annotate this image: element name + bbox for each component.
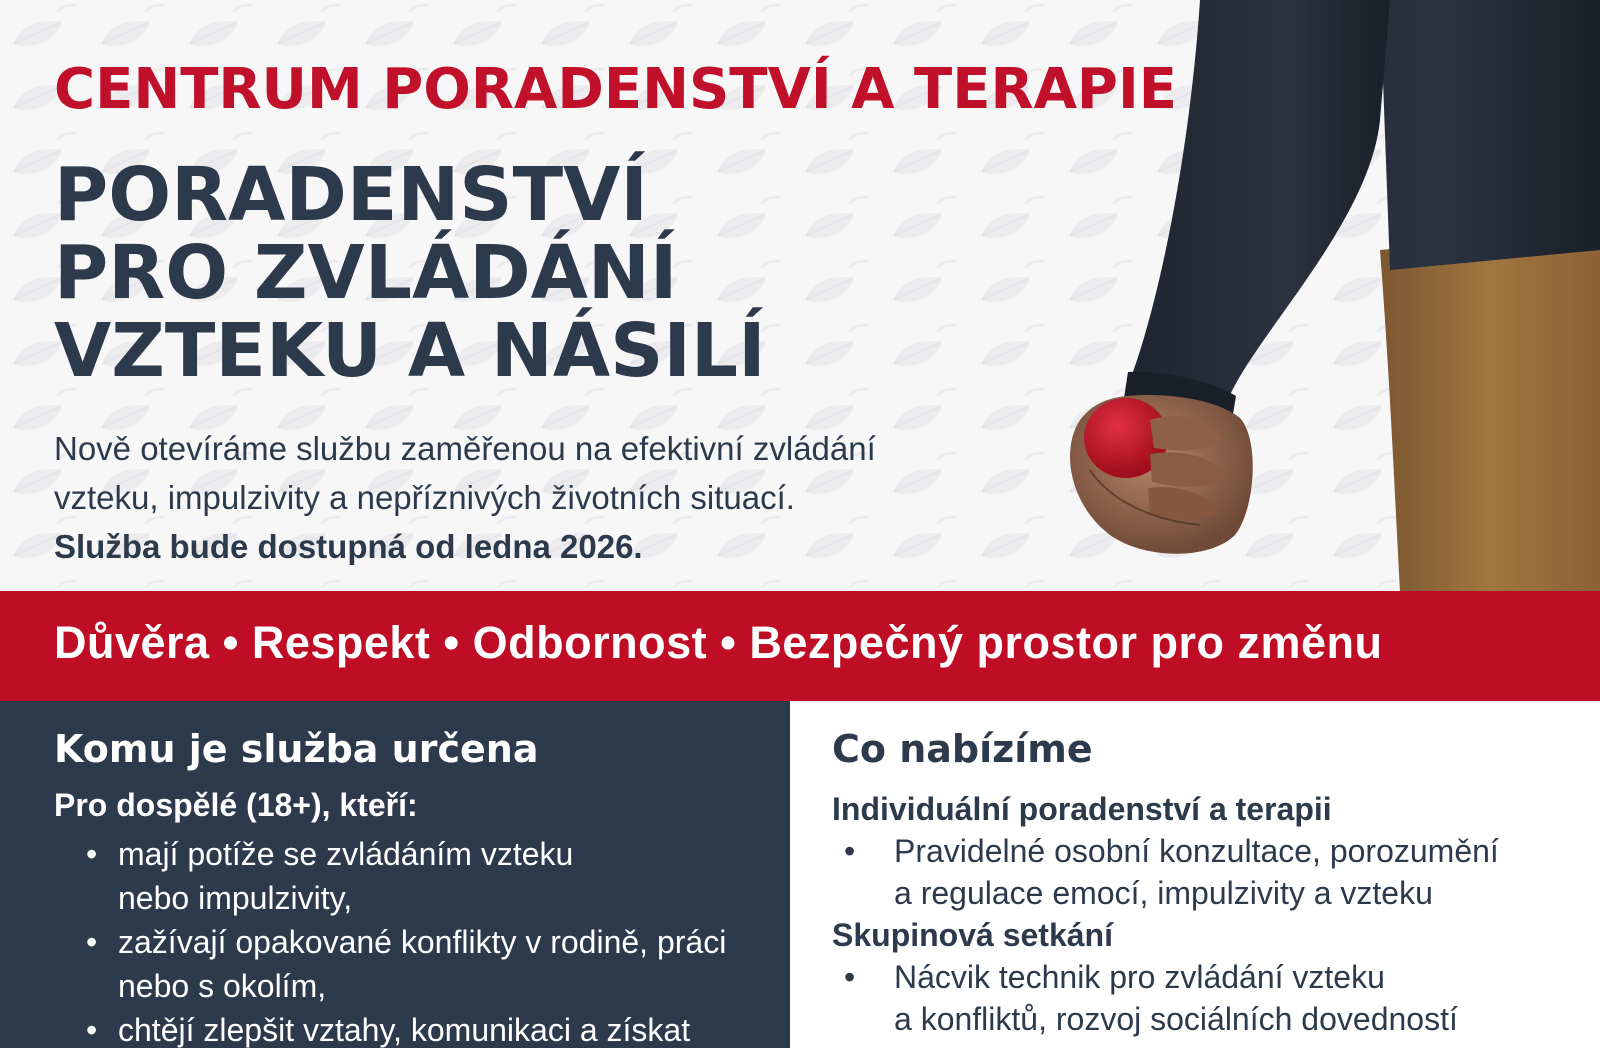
list-item-line: mají potíže se zvládáním vzteku <box>118 836 574 872</box>
intro-text <box>54 424 876 571</box>
intro-line: Nově otevíráme službu zaměřenou na efektivní zvládání <box>54 430 876 467</box>
audience-list <box>86 832 726 1048</box>
bullet-icon: • <box>86 1012 98 1048</box>
audience-heading: Komu je služba určena <box>54 727 539 771</box>
bullet-icon: • <box>86 836 98 872</box>
list-item <box>832 830 1499 914</box>
title-line: PORADENSTVÍ <box>54 152 648 238</box>
values-text: Důvěra • Respekt • Odbornost • Bezpečný prostor pro změnu <box>54 617 1383 668</box>
list-item <box>86 1008 726 1048</box>
list-item <box>832 956 1499 1040</box>
title-line: VZTEKU A NÁSILÍ <box>54 308 766 394</box>
offer-section-title: Skupinová setkání <box>832 917 1113 953</box>
bullet-icon: • <box>86 924 98 960</box>
availability-note: Služba bude dostupná od ledna 2026. <box>54 528 643 565</box>
list-item-line: zažívají opakované konflikty v rodině, práci <box>118 924 727 960</box>
list-item-line: Pravidelné osobní konzultace, porozumění <box>894 833 1499 869</box>
audience-lead: Pro dospělé (18+), kteří: <box>54 787 418 823</box>
list-item-line: a konfliktů, rozvoj sociálních dovedností <box>894 1001 1458 1037</box>
list-item-line: Nácvik technik pro zvládání vzteku <box>894 959 1385 995</box>
bullet-icon: • <box>844 959 856 995</box>
intro-line: vzteku, impulzivity a nepříznivých životních situací. <box>54 479 795 516</box>
organization-name: CENTRUM PORADENSTVÍ A TERAPIE <box>54 57 1178 122</box>
list-item-line: a regulace emocí, impulzivity a vzteku <box>894 875 1433 911</box>
offer-section-title: Individuální poradenství a terapii <box>832 791 1332 827</box>
offer-heading: Co nabízíme <box>832 727 1093 771</box>
page-title <box>54 152 766 394</box>
fist-photo <box>1050 0 1600 592</box>
list-item-line: chtějí zlepšit vztahy, komunikaci a získat <box>118 1012 691 1048</box>
list-item-line: nebo impulzivity, <box>118 880 353 916</box>
offer-list <box>832 788 1499 1040</box>
list-item <box>86 832 726 920</box>
list-item <box>86 920 726 1008</box>
bullet-icon: • <box>844 833 856 869</box>
title-line: PRO ZVLÁDÁNÍ <box>54 230 678 316</box>
list-item-line: nebo s okolím, <box>118 968 327 1004</box>
